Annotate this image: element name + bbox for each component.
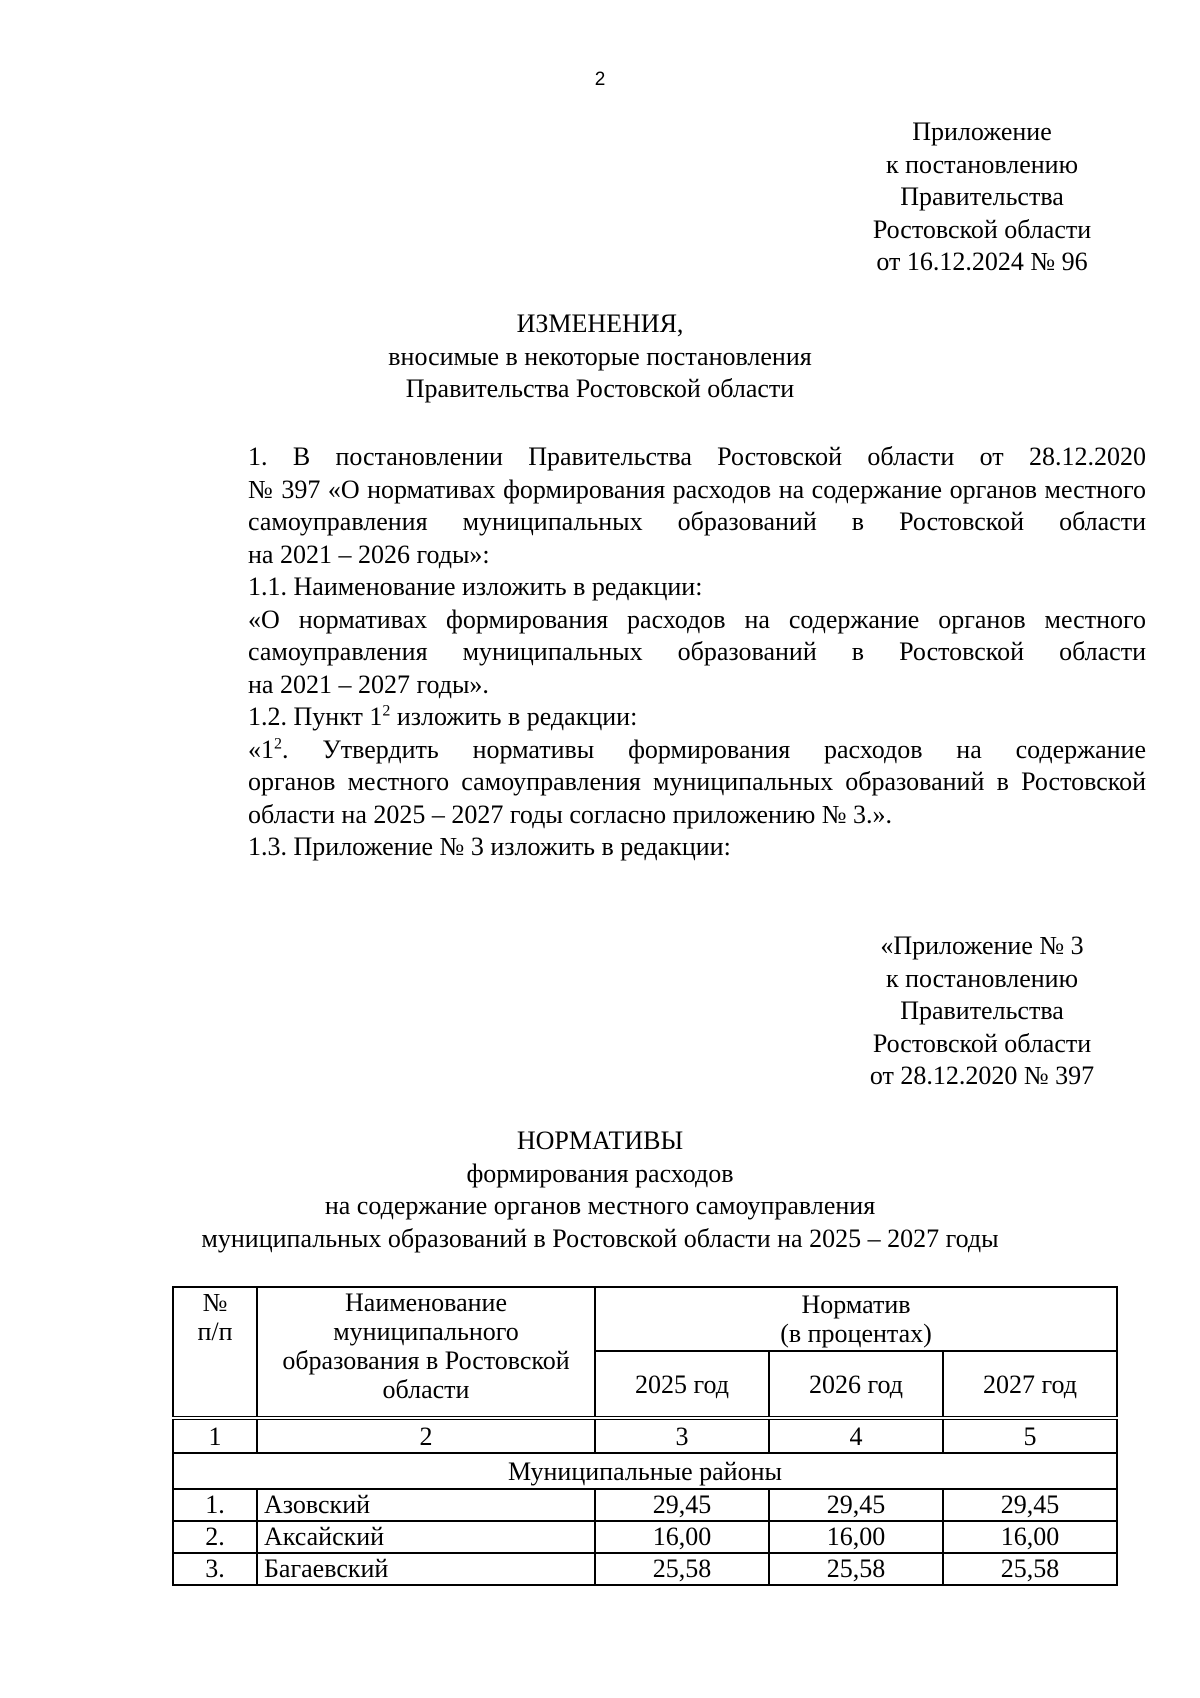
approval-line: Ростовской области <box>872 214 1092 244</box>
column-numbers-row <box>173 1418 1117 1453</box>
header-year: 2025 год <box>595 1351 769 1418</box>
value-2027: 16,00 <box>943 1521 1117 1553</box>
text-line: области на 2025 – 2027 годы согласно приложению № 3.». <box>248 799 893 829</box>
row-number: 1. <box>173 1489 257 1521</box>
value-2025: 16,00 <box>595 1521 769 1553</box>
header-text: Наименование <box>345 1288 507 1317</box>
row-number: 2. <box>173 1521 257 1553</box>
table-row <box>173 1489 1117 1521</box>
text-line: «О нормативах формирования расходов на содержание органов местного <box>248 604 1146 634</box>
text-fragment: «1 <box>248 734 274 764</box>
column-number: 4 <box>769 1418 943 1453</box>
paragraph-3 <box>172 604 1146 702</box>
text-line: органов местного самоуправления муниципальных образований в Ростовской <box>248 767 1146 796</box>
appendix-block <box>832 930 1132 1093</box>
table-row <box>173 1521 1117 1553</box>
header-norm <box>595 1287 1117 1351</box>
municipality-name: Аксайский <box>257 1521 595 1553</box>
value-2026: 16,00 <box>769 1521 943 1553</box>
paragraph-2 <box>172 571 1146 604</box>
text-line: самоуправления муниципальных образований в Ростовской области <box>248 507 1146 536</box>
column-number: 3 <box>595 1418 769 1453</box>
header-text: Норматив <box>801 1290 911 1319</box>
appendix-line: к постановлению <box>885 963 1079 993</box>
approval-line: Приложение <box>912 117 1052 146</box>
header-year: 2026 год <box>769 1351 943 1418</box>
value-2026: 25,58 <box>769 1553 943 1585</box>
approval-line: Правительства <box>900 182 1064 211</box>
value-2025: 29,45 <box>595 1489 769 1521</box>
title-subtitle: вносимые в некоторые постановления <box>388 341 812 371</box>
header-text: муниципального <box>333 1317 519 1346</box>
section-label: Муниципальные районы <box>173 1453 1117 1489</box>
approval-line: от 16.12.2024 № 96 <box>876 247 1088 276</box>
norms-subtitle: формирования расходов <box>466 1158 734 1188</box>
title-subtitle: Правительства Ростовской области <box>405 374 795 403</box>
header-text: № <box>202 1288 228 1317</box>
column-number: 5 <box>943 1418 1117 1453</box>
table-row <box>173 1553 1117 1585</box>
body-text <box>172 441 1146 864</box>
header-text: области <box>382 1375 470 1404</box>
text-line: на 2021 – 2027 годы». <box>248 669 489 699</box>
document-title <box>0 308 1200 406</box>
appendix-line: «Приложение № 3 <box>880 931 1084 960</box>
section-row <box>173 1453 1117 1489</box>
norms-subtitle: муниципальных образований в Ростовской области на 2025 – 2027 годы <box>201 1223 999 1253</box>
header-text: (в процентах) <box>780 1319 932 1348</box>
value-2027: 25,58 <box>943 1553 1117 1585</box>
text-line: № 397 «О нормативах формирования расходов на содержание органов местного <box>248 474 1146 504</box>
text-fragment: 1.2. Пункт 1 <box>248 702 383 731</box>
header-text: образования в Ростовской <box>282 1346 570 1375</box>
norms-title <box>0 1125 1200 1255</box>
superscript: 2 <box>274 734 282 752</box>
text-line: 1.1. Наименование изложить в редакции: <box>248 572 703 601</box>
norms-subtitle: на содержание органов местного самоуправления <box>324 1191 876 1220</box>
text-fragment: . Утвердить нормативы формирования расходов на содержание <box>282 734 1146 764</box>
header-municipality <box>257 1287 595 1418</box>
text-line: самоуправления муниципальных образований в Ростовской области <box>248 637 1146 666</box>
appendix-line: Правительства <box>900 996 1064 1025</box>
appendix-line: Ростовской области <box>872 1028 1092 1058</box>
municipality-name: Багаевский <box>257 1553 595 1585</box>
column-number: 2 <box>257 1418 595 1453</box>
appendix-line: от 28.12.2020 № 397 <box>869 1061 1095 1090</box>
text-line: 1. В постановлении Правительства Ростовской области от 28.12.2020 <box>248 442 1146 471</box>
paragraph-6 <box>172 831 1146 864</box>
table-header-row <box>173 1287 1117 1351</box>
norms-heading: НОРМАТИВЫ <box>516 1126 684 1155</box>
paragraph-1 <box>172 441 1146 571</box>
value-2025: 25,58 <box>595 1553 769 1585</box>
approval-block <box>832 116 1132 279</box>
municipality-name: Азовский <box>257 1489 595 1521</box>
value-2026: 29,45 <box>769 1489 943 1521</box>
superscript: 2 <box>382 702 391 720</box>
page-number: 2 <box>594 69 606 90</box>
text-line <box>172 734 1146 767</box>
value-2027: 29,45 <box>943 1489 1117 1521</box>
text-line: 1.3. Приложение № 3 изложить в редакции: <box>248 832 731 861</box>
row-number: 3. <box>173 1553 257 1585</box>
paragraph-4 <box>172 701 1146 734</box>
paragraph-5 <box>172 734 1146 832</box>
norms-table <box>172 1286 1118 1586</box>
header-number <box>173 1287 257 1418</box>
title-heading: ИЗМЕНЕНИЯ, <box>516 309 684 338</box>
column-number: 1 <box>173 1418 257 1453</box>
header-year: 2027 год <box>943 1351 1117 1418</box>
header-text: п/п <box>197 1317 233 1346</box>
approval-line: к постановлению <box>885 149 1079 179</box>
text-line: на 2021 – 2026 годы»: <box>248 539 490 569</box>
text-fragment: изложить в редакции: <box>390 702 638 731</box>
